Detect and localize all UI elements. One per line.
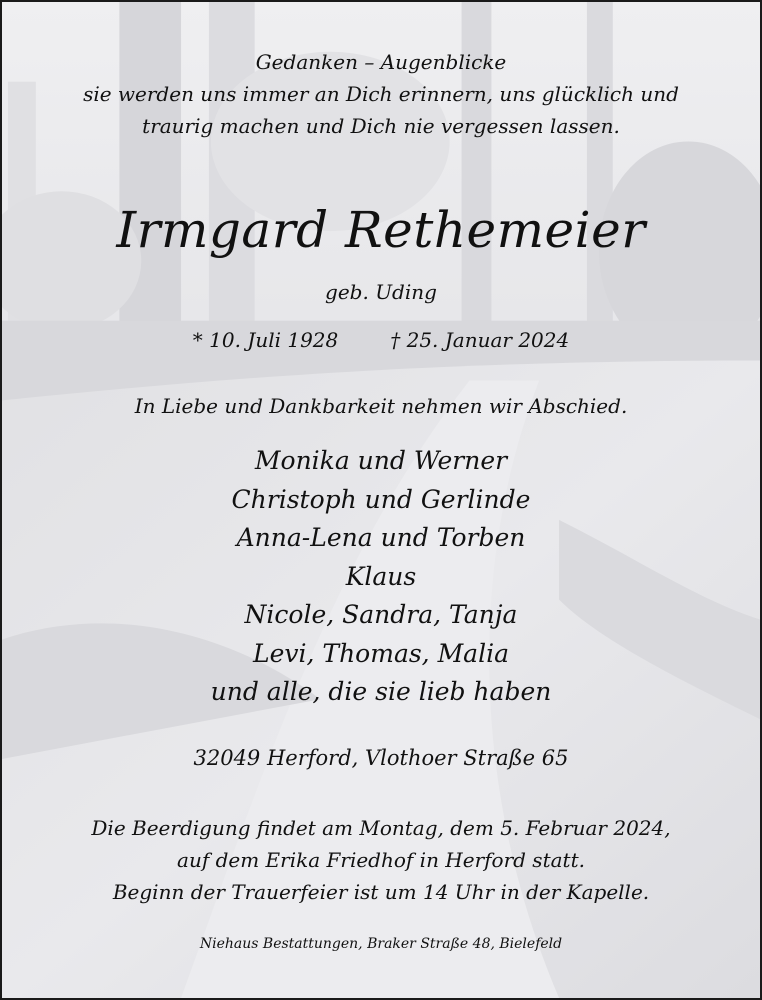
verse-line: sie werden uns immer an Dich erinnern, uns glücklich und <box>83 82 679 106</box>
farewell-line: In Liebe und Dankbarkeit nehmen wir Abschied. <box>134 394 628 418</box>
family-member: Anna-Lena und Torben <box>236 523 526 552</box>
family-member: Klaus <box>345 561 417 591</box>
funeral-line: Beginn der Trauerfeier ist um 14 Uhr in der Kapelle. <box>112 880 650 904</box>
funeral-line: Die Beerdigung findet am Montag, dem 5. Februar 2024, <box>91 816 671 840</box>
undertaker-line: Niehaus Bestattungen, Braker Straße 48, Bielefeld <box>199 936 563 952</box>
death-date: † 25. Januar 2024 <box>390 328 570 352</box>
birth-date: * 10. Juli 1928 <box>192 328 339 352</box>
family-member: Nicole, Sandra, Tanja <box>244 600 518 629</box>
notice-text <box>2 2 760 998</box>
funeral-line: auf dem Erika Friedhof in Herford statt. <box>177 848 585 872</box>
family-member: Christoph und Gerlinde <box>231 484 531 514</box>
verse-line: Gedanken – Augenblicke <box>255 50 507 74</box>
verse-line: traurig machen und Dich nie vergessen lassen. <box>142 114 620 138</box>
deceased-name: Irmgard Rethemeier <box>116 201 646 259</box>
life-dates <box>2 328 760 352</box>
family-member: und alle, die sie lieb haben <box>210 677 552 706</box>
family-member: Monika und Werner <box>254 446 508 475</box>
birth-name: geb. Uding <box>325 280 437 304</box>
family-member: Levi, Thomas, Malia <box>253 638 509 668</box>
mourner-address: 32049 Herford, Vlothoer Straße 65 <box>193 746 569 770</box>
